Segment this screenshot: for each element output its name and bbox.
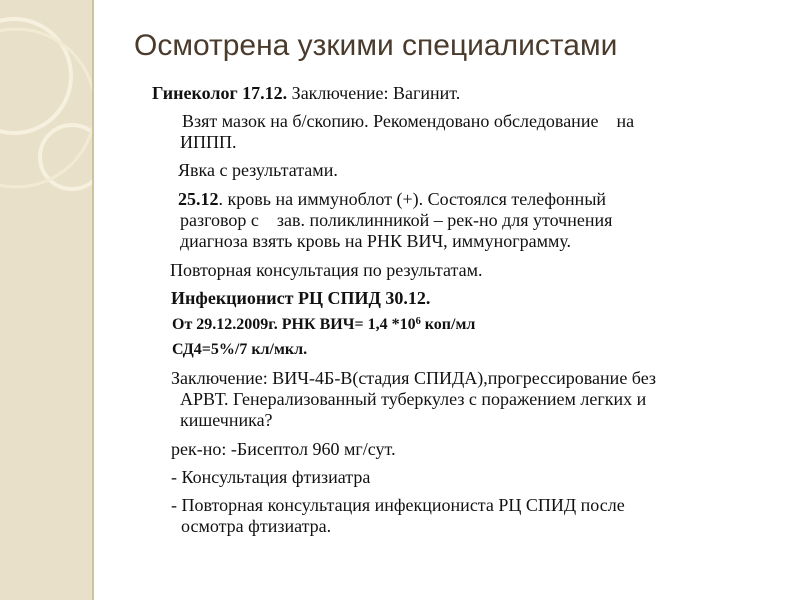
smear-text: Взят мазок на б/скопию. Рекомендовано обследование (182, 111, 599, 131)
phone-call-line (180, 211, 612, 229)
slide-title: Осмотрена узкими специалистами (134, 29, 618, 62)
smear-text-end: на (616, 111, 635, 131)
results-visit-line: Явка с результатами. (178, 160, 338, 180)
gynecologist-conclusion: Заключение: Вагинит. (287, 83, 461, 103)
decorative-circles (0, 0, 92, 600)
gynecologist-date: Гинеколог 17.12. (152, 83, 288, 103)
sidebar-divider (92, 0, 94, 600)
intestine-line: кишечника? (180, 410, 273, 430)
immunoblot-date: 25.12 (178, 189, 219, 209)
infectionist-line: Инфекционист РЦ СПИД 30.12. (171, 288, 431, 308)
recommendation-line: рек-но: -Бисептол 960 мг/сут. (171, 439, 396, 459)
phone-call-start: разговор с (180, 210, 259, 230)
hiv-rna-units: коп/мл (420, 316, 476, 333)
hiv-rna-exponent: 6 (415, 316, 421, 328)
smear-line (182, 112, 634, 130)
phone-call-end: зав. поликлинникой – рек-но для уточнения (276, 210, 613, 230)
follow-up-line: Повторная консультация по результатам. (170, 260, 483, 280)
ippp-line: ИППП. (180, 132, 237, 152)
repeat-consultation-line: - Повторная консультация инфекциониста РЦ СПИД после (171, 495, 625, 515)
gynecologist-line (152, 84, 460, 102)
phthisiatrician-line: - Консультация фтизиатра (171, 467, 371, 487)
immunoblot-text: . кровь на иммуноблот (+). Состоялся телефонный (218, 189, 607, 209)
immunoblot-line (178, 190, 606, 208)
hiv-rna-line (172, 317, 475, 333)
hiv-rna-main: От 29.12.2009г. РНК ВИЧ= 1,4 *10 (172, 316, 416, 333)
tuberculosis-line: АРВТ. Генерализованный туберкулез с поражением легких и (180, 389, 647, 409)
diagnosis-line: диагноза взять кровь на РНК ВИЧ, иммунограмму. (180, 231, 572, 251)
conclusion-line: Заключение: ВИЧ-4Б-В(стадия СПИДА),прогрессирование без (171, 368, 657, 388)
decorative-sidebar (0, 0, 92, 600)
after-phthisiatrician-line: осмотра фтизиатра. (181, 516, 332, 536)
cd4-line: СД4=5%/7 кл/мкл. (172, 341, 308, 358)
